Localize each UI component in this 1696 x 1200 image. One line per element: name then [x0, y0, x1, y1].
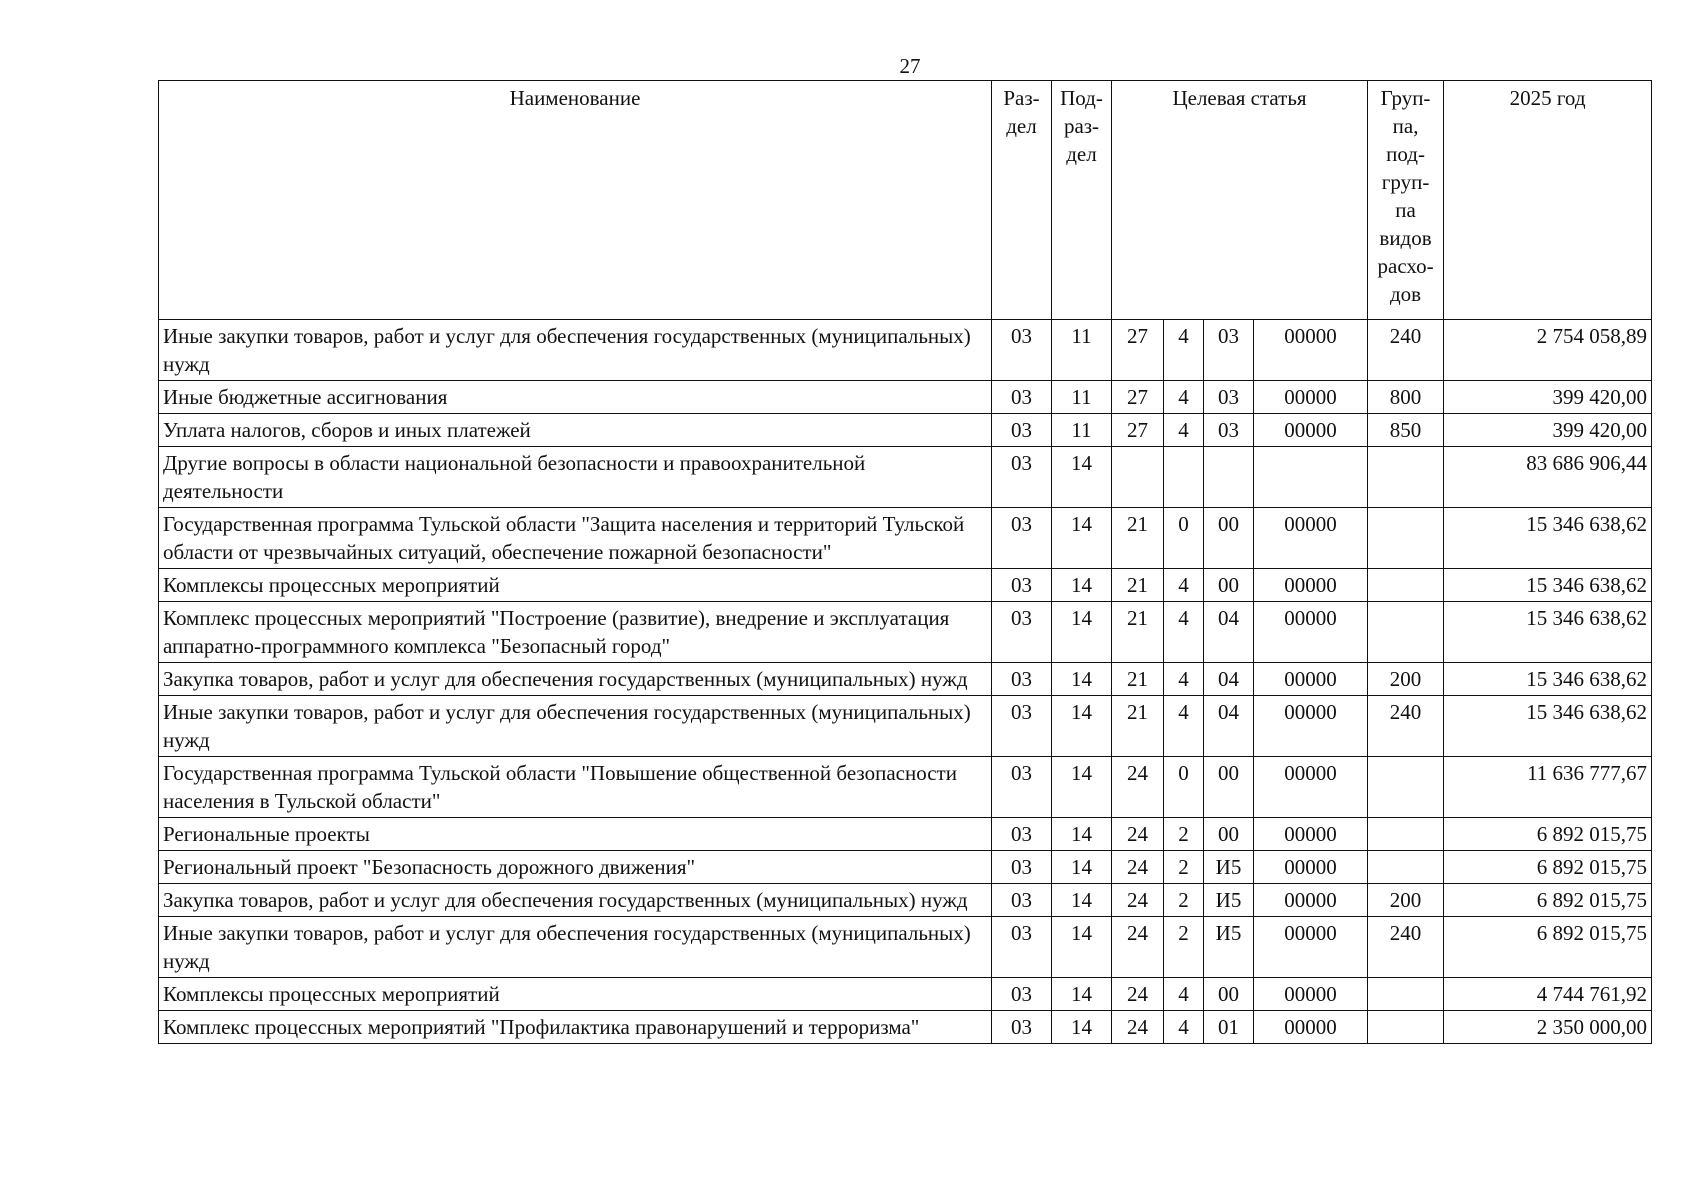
cell-target-program	[1112, 447, 1164, 508]
cell-razdel: 03	[992, 978, 1052, 1011]
cell-target-program: 21	[1112, 696, 1164, 757]
cell-target-type: 2	[1164, 818, 1204, 851]
cell-razdel: 03	[992, 320, 1052, 381]
cell-name: Иные закупки товаров, работ и услуг для обеспечения государственных (муниципальных) нужд	[159, 917, 992, 978]
cell-target-direction: 00000	[1254, 569, 1368, 602]
cell-target-subprogram: 00	[1204, 508, 1254, 569]
cell-amount: 6 892 015,75	[1444, 884, 1652, 917]
header-name: Наименование	[159, 81, 992, 320]
cell-expense-group	[1368, 851, 1444, 884]
cell-name: Региональный проект "Безопасность дорожного движения"	[159, 851, 992, 884]
cell-target-type: 4	[1164, 414, 1204, 447]
table-row	[159, 818, 1652, 851]
cell-name: Иные закупки товаров, работ и услуг для обеспечения государственных (муниципальных) нужд	[159, 696, 992, 757]
cell-name: Государственная программа Тульской области "Защита населения и территорий Тульской области от чрезвычайных ситуаций, обеспечение пожарной безопасности"	[159, 508, 992, 569]
cell-amount: 15 346 638,62	[1444, 696, 1652, 757]
cell-target-direction: 00000	[1254, 884, 1368, 917]
table-row	[159, 320, 1652, 381]
cell-podrazdel: 11	[1052, 414, 1112, 447]
cell-amount: 2 754 058,89	[1444, 320, 1652, 381]
cell-name: Закупка товаров, работ и услуг для обеспечения государственных (муниципальных) нужд	[159, 884, 992, 917]
cell-target-subprogram: 03	[1204, 320, 1254, 381]
cell-name: Региональные проекты	[159, 818, 992, 851]
cell-target-program: 27	[1112, 414, 1164, 447]
cell-podrazdel: 14	[1052, 851, 1112, 884]
cell-target-program: 24	[1112, 978, 1164, 1011]
cell-target-direction: 00000	[1254, 381, 1368, 414]
cell-target-subprogram: 00	[1204, 757, 1254, 818]
cell-podrazdel: 14	[1052, 978, 1112, 1011]
cell-name: Уплата налогов, сборов и иных платежей	[159, 414, 992, 447]
cell-target-direction: 00000	[1254, 602, 1368, 663]
table-row	[159, 381, 1652, 414]
cell-target-program: 21	[1112, 508, 1164, 569]
cell-name: Комплексы процессных мероприятий	[159, 569, 992, 602]
cell-target-subprogram: И5	[1204, 917, 1254, 978]
table-row	[159, 602, 1652, 663]
cell-expense-group	[1368, 757, 1444, 818]
cell-amount: 15 346 638,62	[1444, 569, 1652, 602]
cell-target-subprogram: 03	[1204, 381, 1254, 414]
cell-amount: 4 744 761,92	[1444, 978, 1652, 1011]
cell-target-direction: 00000	[1254, 978, 1368, 1011]
cell-target-direction: 00000	[1254, 1011, 1368, 1044]
cell-razdel: 03	[992, 818, 1052, 851]
cell-podrazdel: 14	[1052, 757, 1112, 818]
cell-amount: 6 892 015,75	[1444, 818, 1652, 851]
cell-target-subprogram: 03	[1204, 414, 1254, 447]
cell-target-type	[1164, 447, 1204, 508]
cell-expense-group: 850	[1368, 414, 1444, 447]
cell-target-subprogram: 00	[1204, 978, 1254, 1011]
page-number: 27	[899, 54, 921, 78]
cell-target-program: 24	[1112, 757, 1164, 818]
cell-amount: 15 346 638,62	[1444, 663, 1652, 696]
cell-razdel: 03	[992, 851, 1052, 884]
cell-razdel: 03	[992, 1011, 1052, 1044]
cell-target-subprogram	[1204, 447, 1254, 508]
cell-razdel: 03	[992, 663, 1052, 696]
cell-podrazdel: 14	[1052, 447, 1112, 508]
cell-name: Комплексы процессных мероприятий	[159, 978, 992, 1011]
cell-podrazdel: 14	[1052, 1011, 1112, 1044]
cell-razdel: 03	[992, 917, 1052, 978]
cell-podrazdel: 14	[1052, 508, 1112, 569]
cell-target-direction: 00000	[1254, 917, 1368, 978]
cell-target-direction: 00000	[1254, 696, 1368, 757]
header-razdel: Раз- дел	[992, 81, 1052, 320]
cell-podrazdel: 14	[1052, 602, 1112, 663]
table-header-row	[159, 81, 1652, 320]
table-row	[159, 884, 1652, 917]
cell-expense-group	[1368, 1011, 1444, 1044]
cell-expense-group: 240	[1368, 696, 1444, 757]
cell-expense-group: 240	[1368, 917, 1444, 978]
cell-expense-group	[1368, 602, 1444, 663]
cell-target-type: 0	[1164, 757, 1204, 818]
cell-target-program: 24	[1112, 1011, 1164, 1044]
cell-target-program: 21	[1112, 569, 1164, 602]
cell-target-type: 4	[1164, 978, 1204, 1011]
cell-target-program: 21	[1112, 663, 1164, 696]
cell-name: Другие вопросы в области национальной безопасности и правоохранительной деятельности	[159, 447, 992, 508]
cell-target-program: 24	[1112, 818, 1164, 851]
table-row	[159, 663, 1652, 696]
cell-podrazdel: 11	[1052, 320, 1112, 381]
cell-target-subprogram: 04	[1204, 696, 1254, 757]
cell-podrazdel: 14	[1052, 569, 1112, 602]
cell-expense-group	[1368, 569, 1444, 602]
cell-expense-group: 240	[1368, 320, 1444, 381]
table-row	[159, 414, 1652, 447]
cell-target-subprogram: 00	[1204, 569, 1254, 602]
cell-podrazdel: 11	[1052, 381, 1112, 414]
table-row	[159, 851, 1652, 884]
table-row	[159, 447, 1652, 508]
cell-razdel: 03	[992, 884, 1052, 917]
cell-name: Закупка товаров, работ и услуг для обеспечения государственных (муниципальных) нужд	[159, 663, 992, 696]
cell-podrazdel: 14	[1052, 663, 1112, 696]
cell-target-program: 24	[1112, 917, 1164, 978]
cell-target-program: 24	[1112, 851, 1164, 884]
cell-target-program: 21	[1112, 602, 1164, 663]
table-row	[159, 569, 1652, 602]
cell-razdel: 03	[992, 414, 1052, 447]
header-year: 2025 год	[1444, 81, 1652, 320]
table-row	[159, 757, 1652, 818]
cell-amount: 11 636 777,67	[1444, 757, 1652, 818]
cell-podrazdel: 14	[1052, 696, 1112, 757]
cell-name: Комплекс процессных мероприятий "Построение (развитие), внедрение и эксплуатация аппаратно-программного комплекса "Безопасный город"	[159, 602, 992, 663]
cell-name: Комплекс процессных мероприятий "Профилактика правонарушений и терроризма"	[159, 1011, 992, 1044]
cell-name: Иные бюджетные ассигнования	[159, 381, 992, 414]
cell-target-direction: 00000	[1254, 818, 1368, 851]
table-row	[159, 696, 1652, 757]
cell-target-type: 2	[1164, 851, 1204, 884]
cell-expense-group	[1368, 818, 1444, 851]
cell-podrazdel: 14	[1052, 818, 1112, 851]
cell-amount: 15 346 638,62	[1444, 602, 1652, 663]
cell-target-type: 4	[1164, 320, 1204, 381]
cell-expense-group	[1368, 978, 1444, 1011]
cell-amount: 6 892 015,75	[1444, 851, 1652, 884]
cell-target-program: 27	[1112, 320, 1164, 381]
cell-name: Иные закупки товаров, работ и услуг для обеспечения государственных (муниципальных) нужд	[159, 320, 992, 381]
cell-podrazdel: 14	[1052, 884, 1112, 917]
cell-target-subprogram: И5	[1204, 851, 1254, 884]
cell-amount: 399 420,00	[1444, 381, 1652, 414]
cell-target-type: 4	[1164, 602, 1204, 663]
cell-expense-group: 200	[1368, 663, 1444, 696]
cell-target-direction: 00000	[1254, 508, 1368, 569]
cell-target-direction: 00000	[1254, 663, 1368, 696]
table-row	[159, 917, 1652, 978]
cell-target-type: 2	[1164, 884, 1204, 917]
cell-name: Государственная программа Тульской области "Повышение общественной безопасности населения в Тульской области"	[159, 757, 992, 818]
table-row	[159, 1011, 1652, 1044]
cell-target-type: 4	[1164, 663, 1204, 696]
cell-target-program: 24	[1112, 884, 1164, 917]
cell-razdel: 03	[992, 447, 1052, 508]
cell-expense-group: 200	[1368, 884, 1444, 917]
header-target-article: Целевая статья	[1112, 81, 1368, 320]
cell-target-subprogram: И5	[1204, 884, 1254, 917]
table-row	[159, 978, 1652, 1011]
cell-amount: 15 346 638,62	[1444, 508, 1652, 569]
cell-target-program: 27	[1112, 381, 1164, 414]
cell-amount: 399 420,00	[1444, 414, 1652, 447]
cell-razdel: 03	[992, 602, 1052, 663]
cell-amount: 2 350 000,00	[1444, 1011, 1652, 1044]
cell-podrazdel: 14	[1052, 917, 1112, 978]
cell-amount: 6 892 015,75	[1444, 917, 1652, 978]
cell-razdel: 03	[992, 508, 1052, 569]
cell-target-direction	[1254, 447, 1368, 508]
cell-target-type: 4	[1164, 381, 1204, 414]
cell-target-type: 4	[1164, 696, 1204, 757]
cell-expense-group: 800	[1368, 381, 1444, 414]
cell-razdel: 03	[992, 569, 1052, 602]
cell-target-subprogram: 04	[1204, 602, 1254, 663]
cell-target-subprogram: 00	[1204, 818, 1254, 851]
cell-razdel: 03	[992, 381, 1052, 414]
cell-target-direction: 00000	[1254, 414, 1368, 447]
cell-target-subprogram: 04	[1204, 663, 1254, 696]
table-body	[159, 320, 1652, 1044]
cell-target-direction: 00000	[1254, 757, 1368, 818]
cell-target-type: 4	[1164, 569, 1204, 602]
cell-razdel: 03	[992, 757, 1052, 818]
cell-target-type: 2	[1164, 917, 1204, 978]
cell-target-direction: 00000	[1254, 851, 1368, 884]
budget-table	[158, 80, 1652, 1044]
cell-target-type: 0	[1164, 508, 1204, 569]
header-expense-group: Груп- па, под- груп- па видов расхо- дов	[1368, 81, 1444, 320]
header-podrazdel: Под- раз- дел	[1052, 81, 1112, 320]
cell-target-direction: 00000	[1254, 320, 1368, 381]
cell-target-subprogram: 01	[1204, 1011, 1254, 1044]
table-row	[159, 508, 1652, 569]
cell-expense-group	[1368, 508, 1444, 569]
cell-amount: 83 686 906,44	[1444, 447, 1652, 508]
cell-target-type: 4	[1164, 1011, 1204, 1044]
cell-razdel: 03	[992, 696, 1052, 757]
cell-expense-group	[1368, 447, 1444, 508]
